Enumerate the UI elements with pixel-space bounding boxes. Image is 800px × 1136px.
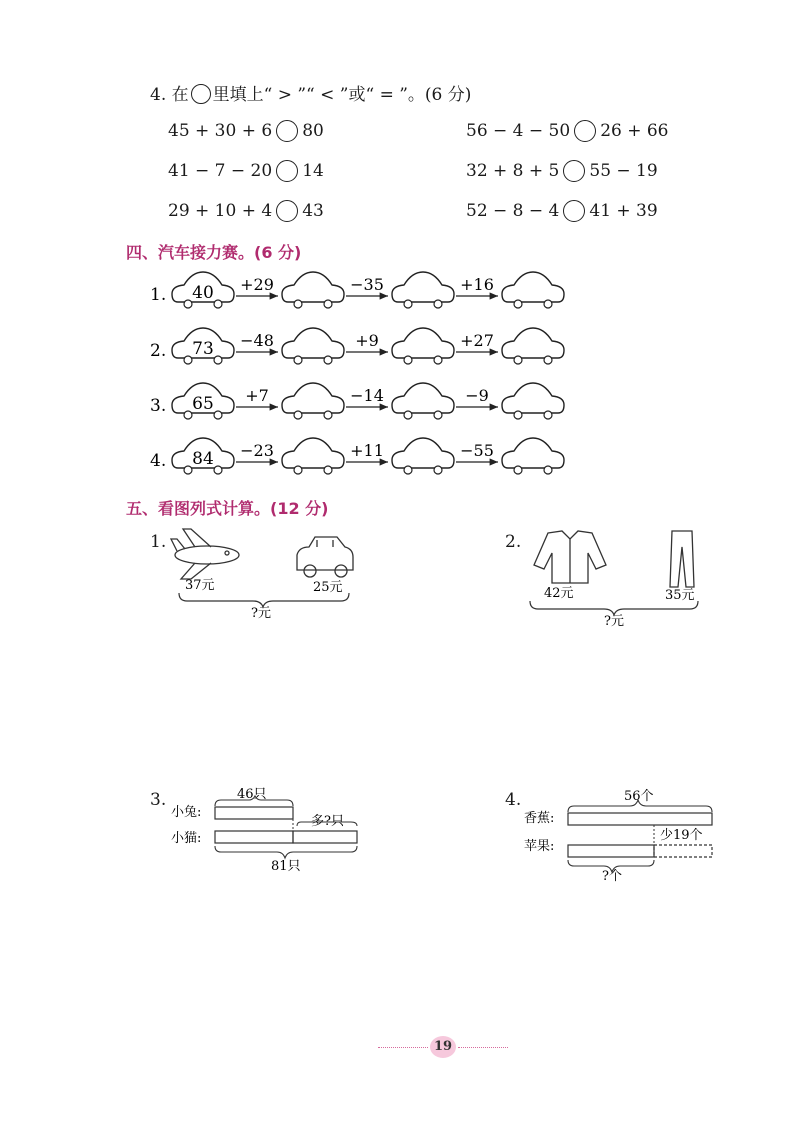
problem1-figure [165, 525, 360, 620]
car-icon [282, 328, 344, 358]
car-icon [502, 438, 564, 468]
operation-label: +27 [460, 331, 494, 350]
divider [378, 1047, 428, 1048]
wheel-icon [294, 411, 302, 419]
wheel-icon [184, 356, 192, 364]
svg-text:香蕉:: 香蕉: [524, 811, 555, 826]
compare-item: 41 − 7 − 20 14 [168, 161, 324, 181]
problem3-label: 3. [150, 790, 167, 810]
wheel-icon [514, 466, 522, 474]
wheel-icon [404, 300, 412, 308]
problem2-figure [522, 525, 707, 630]
row-label: 3. [150, 396, 167, 416]
car-icon [502, 328, 564, 358]
problem3-figure [165, 782, 370, 877]
wheel-icon [514, 356, 522, 364]
problem2-label: 2. [505, 532, 522, 552]
row-label: 4. [150, 451, 167, 471]
wheel-icon [434, 411, 442, 419]
wheel-icon [324, 411, 332, 419]
section5-title: 五、看图列式计算。(12 分) [126, 499, 329, 518]
svg-text:少19个: 少19个 [660, 828, 703, 843]
svg-text:56个: 56个 [624, 789, 654, 804]
toy-car-icon [297, 537, 353, 577]
wheel-icon [294, 356, 302, 364]
wheel-icon [214, 411, 222, 419]
car-icon [282, 438, 344, 468]
row-label: 1. [150, 285, 167, 305]
operation-label: +11 [350, 441, 384, 460]
brace [179, 593, 349, 607]
operation-label: +29 [240, 275, 274, 294]
car-icon [392, 383, 454, 413]
svg-text:小兔:: 小兔: [171, 805, 202, 820]
wheel-icon [184, 300, 192, 308]
price-label: 37元 [185, 578, 215, 593]
compare-item: 32 + 8 + 5 55 − 19 [466, 161, 658, 181]
car-icon [392, 328, 454, 358]
wheel-icon [544, 300, 552, 308]
section4-title: 四、汽车接力赛。(6 分) [126, 243, 302, 262]
price-label: 42元 [544, 586, 574, 601]
compare-item: 56 − 4 − 50 26 + 66 [466, 121, 669, 141]
wheel-icon [514, 411, 522, 419]
wheel-icon [434, 466, 442, 474]
compare-item: 52 − 8 − 4 41 + 39 [466, 201, 658, 221]
wheel-icon [404, 411, 412, 419]
wheel-icon [324, 466, 332, 474]
brace [530, 601, 698, 615]
car-icon [392, 272, 454, 302]
wheel-icon [544, 411, 552, 419]
start-number: 65 [192, 394, 214, 414]
operation-label: −14 [350, 386, 384, 405]
compare-item: 45 + 30 + 6 80 [168, 121, 324, 141]
svg-text:多?只: 多?只 [311, 814, 344, 829]
car-icon [502, 383, 564, 413]
wheel-icon [294, 300, 302, 308]
airplane-icon [171, 529, 239, 579]
compare-item: 29 + 10 + 4 43 [168, 201, 324, 221]
car-icon [502, 272, 564, 302]
problem4-label: 4. [505, 790, 522, 810]
operation-label: +16 [460, 275, 494, 294]
wheel-icon [214, 356, 222, 364]
operation-label: +9 [355, 331, 379, 350]
wheel-icon [434, 300, 442, 308]
operation-label: +7 [245, 386, 269, 405]
row-label: 2. [150, 341, 167, 361]
wheel-icon [324, 300, 332, 308]
car-icon [282, 383, 344, 413]
car-icon [282, 272, 344, 302]
car-icon [392, 438, 454, 468]
price-label: 25元 [313, 580, 343, 595]
wheel-icon [544, 466, 552, 474]
wheel-icon [184, 466, 192, 474]
operation-label: −48 [240, 331, 274, 350]
problem4-figure [522, 782, 722, 882]
divider [458, 1047, 508, 1048]
svg-text:苹果:: 苹果: [524, 839, 555, 854]
wheel-icon [184, 411, 192, 419]
svg-text:81只: 81只 [271, 859, 301, 874]
start-number: 73 [192, 339, 214, 359]
start-number: 84 [192, 449, 214, 469]
problem1-label: 1. [150, 532, 167, 552]
svg-text:小猫:: 小猫: [171, 831, 202, 846]
wheel-icon [324, 356, 332, 364]
price-label: 35元 [665, 588, 695, 603]
wheel-icon [214, 300, 222, 308]
operation-label: −35 [350, 275, 384, 294]
page-number: 19 [430, 1036, 456, 1058]
wheel-icon [404, 356, 412, 364]
question-label: ?元 [251, 606, 271, 620]
q4-title: 4. 在 里填上“ > ”“ < ”或“ = ”。(6 分) [150, 85, 472, 105]
operation-label: −23 [240, 441, 274, 460]
wheel-icon [434, 356, 442, 364]
wheel-icon [404, 466, 412, 474]
wheel-icon [544, 356, 552, 364]
trousers-icon [670, 531, 694, 587]
wheel-icon [294, 466, 302, 474]
jacket-icon [534, 531, 606, 583]
operation-label: −55 [460, 441, 494, 460]
wheel-icon [214, 466, 222, 474]
svg-text:?个: ?个 [602, 869, 622, 882]
svg-text:46只: 46只 [237, 787, 267, 802]
operation-label: −9 [465, 386, 489, 405]
wheel-icon [514, 300, 522, 308]
start-number: 40 [192, 283, 214, 303]
question-label: ?元 [604, 614, 624, 629]
